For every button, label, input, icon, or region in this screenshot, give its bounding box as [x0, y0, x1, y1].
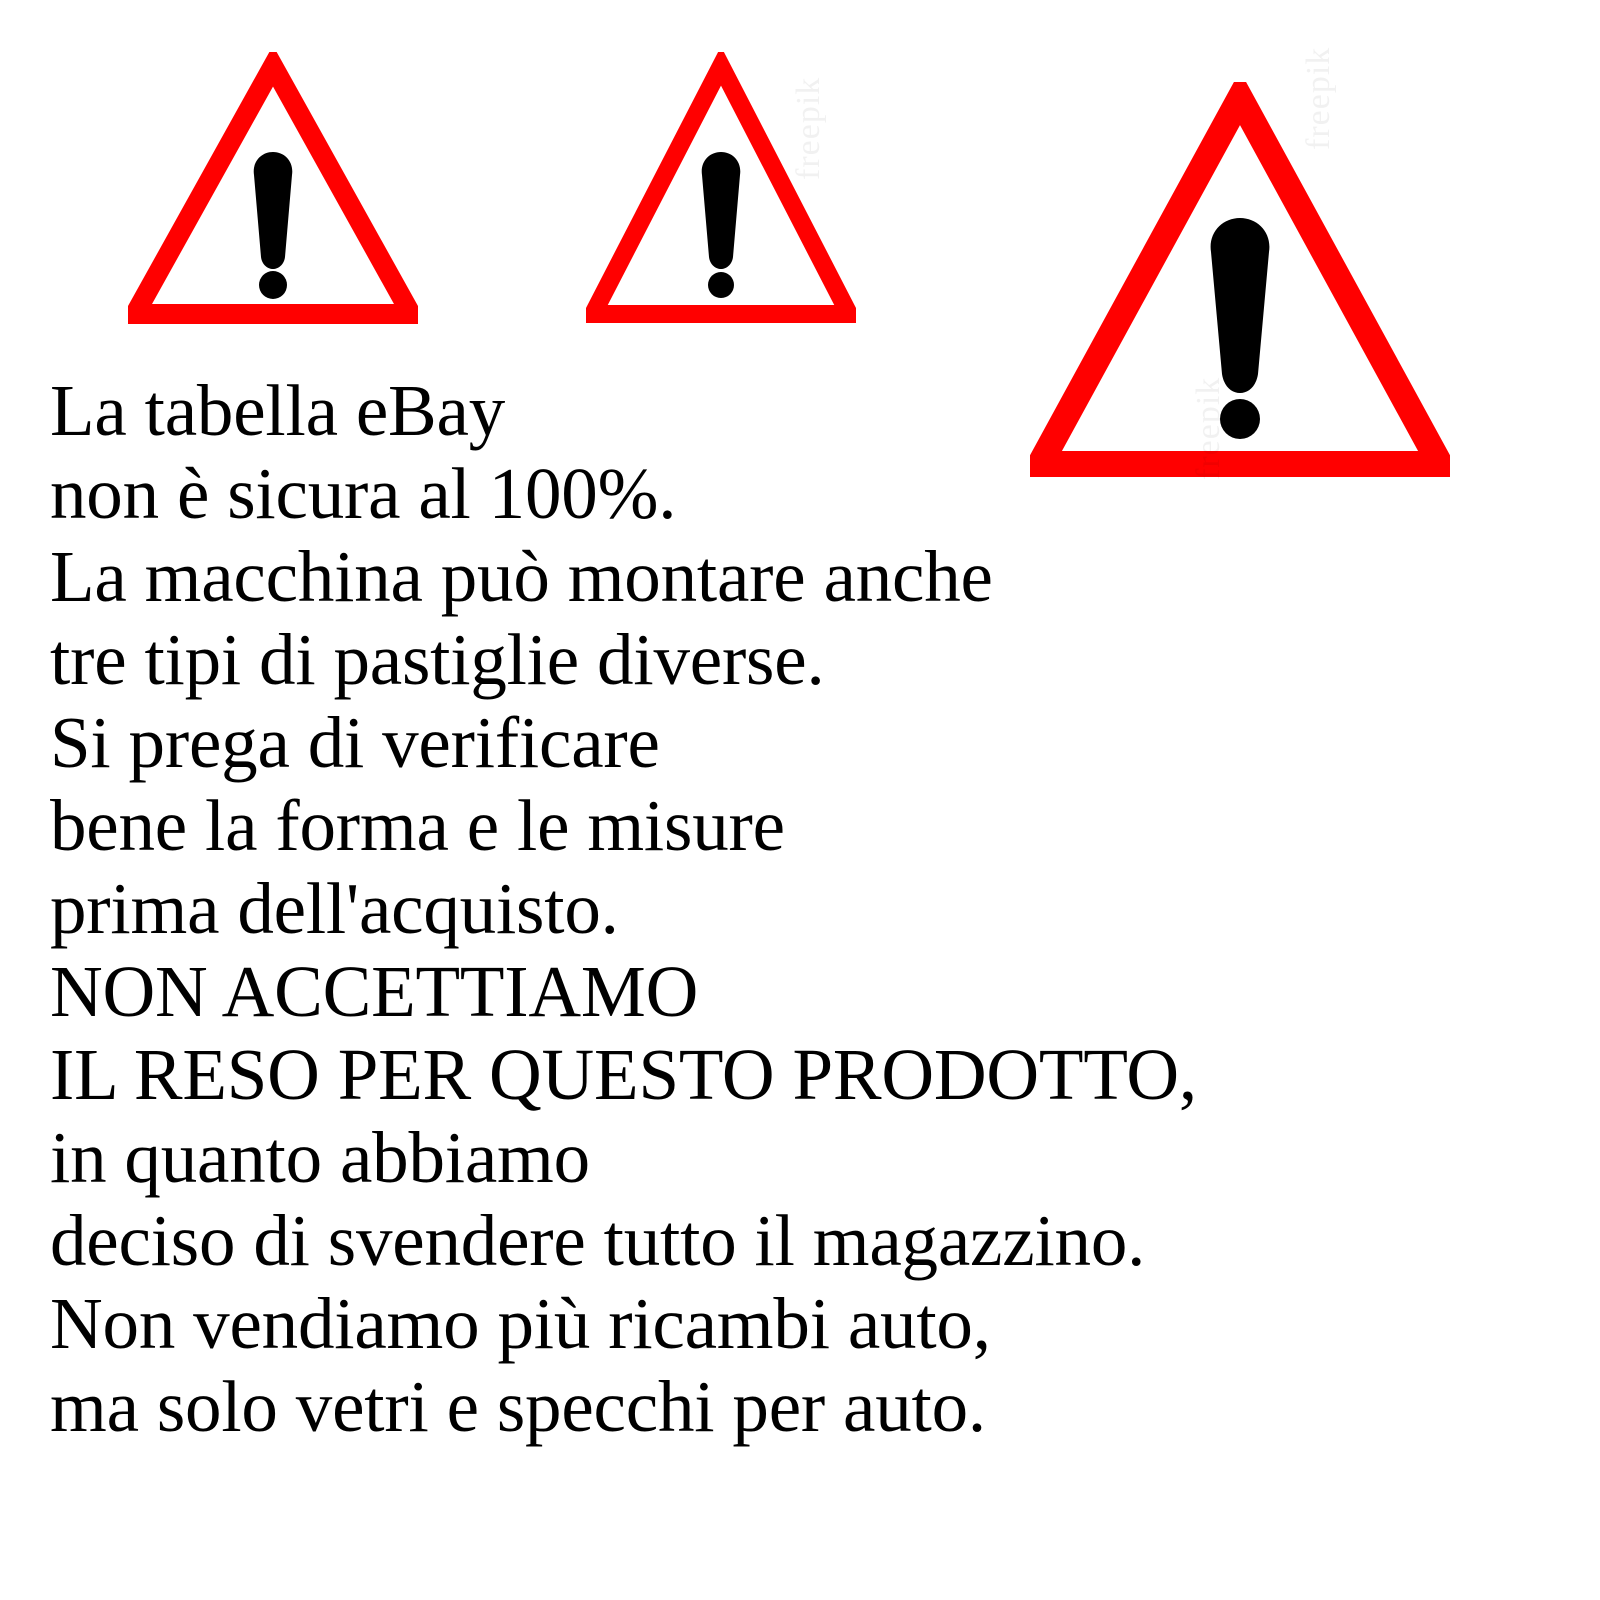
notice-line: non è sicura al 100%. — [50, 453, 677, 534]
watermark-text: freepik — [1300, 46, 1337, 150]
watermark-text: freepik — [1190, 376, 1227, 480]
notice-line: bene la forma e le misure — [50, 785, 785, 866]
notice-line: tre tipi di pastiglie diverse. — [50, 619, 825, 700]
notice-line: in quanto abbiamo — [50, 1117, 590, 1198]
notice-line: Non vendiamo più ricambi auto, — [50, 1283, 991, 1364]
notice-line: prima dell'acquisto. — [50, 868, 619, 949]
warning-triangle-icon — [128, 52, 418, 327]
notice-line: Si prega di verificare — [50, 702, 660, 783]
notice-line: NON ACCETTIAMO — [50, 951, 699, 1032]
notice-line: ma solo vetri e specchi per auto. — [50, 1366, 986, 1447]
notice-text — [50, 370, 1570, 1449]
watermark-text: freepik — [790, 76, 827, 180]
notice-line: deciso di svendere tutto il magazzino. — [50, 1200, 1146, 1281]
warning-triangle-icon — [586, 52, 856, 327]
notice-line: La tabella eBay — [50, 370, 506, 451]
notice-line: La macchina può montare anche — [50, 536, 993, 617]
notice-line: IL RESO PER QUESTO PRODOTTO, — [50, 1034, 1197, 1115]
